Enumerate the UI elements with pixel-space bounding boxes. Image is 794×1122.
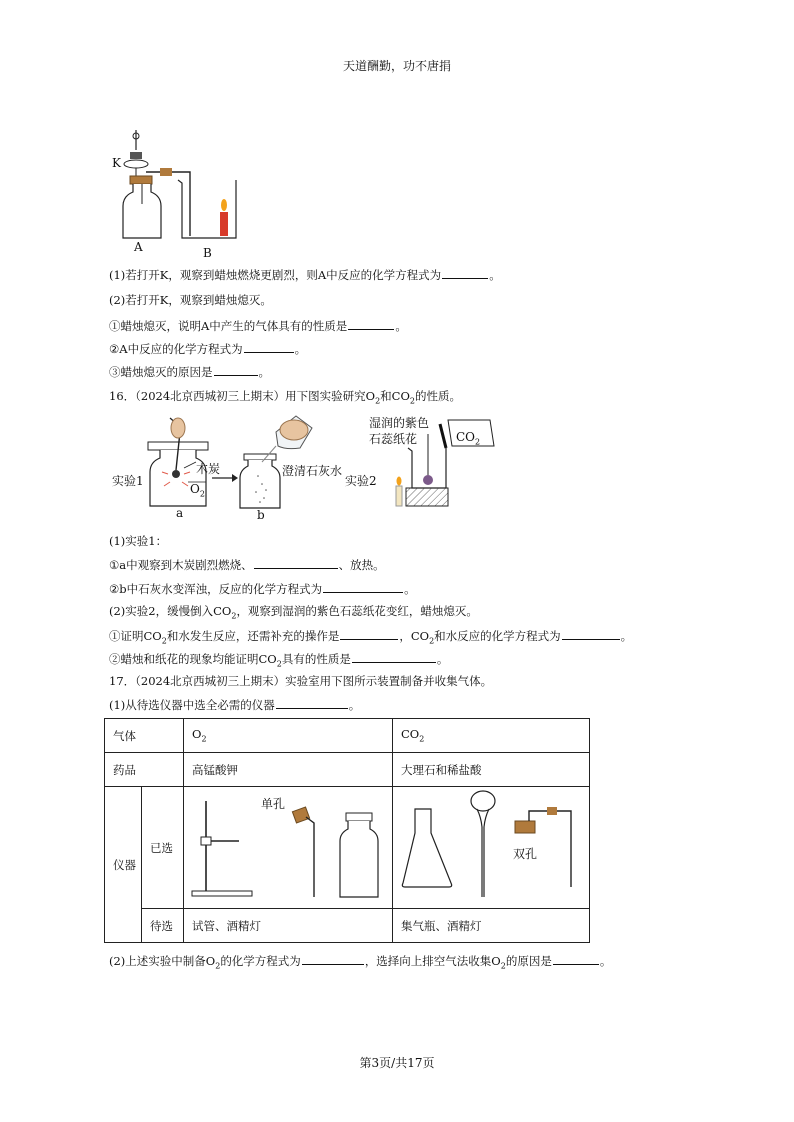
label-litmus-2: 石蕊纸花	[369, 432, 418, 446]
answer-blank[interactable]	[553, 952, 599, 965]
label-litmus-1: 湿润的紫色	[369, 416, 430, 430]
label-exp2: 实验2	[345, 474, 377, 488]
cell-gas-o2: $O_2$	[184, 719, 393, 753]
answer-blank[interactable]	[352, 650, 436, 663]
cell-instrument-label: 仪器	[105, 787, 142, 943]
cell-candidate-label: 待选	[142, 909, 184, 943]
q16-p2b: ②蜡烛和纸花的现象均能证明$CO_2$具有的性质是 。	[109, 652, 449, 669]
label-charcoal: 木炭	[196, 462, 221, 476]
q15-line-3: ①蜡烛熄灭，说明A中产生的气体具有的性质是 。	[109, 319, 407, 333]
q17-p2: (2)上述实验中制备$O_2$的化学方程式为 ，选择向上排空气法收集$O_2$的原因是 。	[109, 954, 612, 971]
label-a-small: a	[176, 506, 184, 520]
page-header-motto: 天道酬勤，功不唐捐	[342, 59, 451, 73]
label-o2: $O_2$	[190, 482, 205, 499]
q16-p1: (1)实验1：	[109, 534, 168, 548]
page-number: 第3页/共17页	[359, 1056, 435, 1070]
answer-blank[interactable]	[276, 696, 348, 709]
label-b: B	[203, 246, 212, 260]
label-double-hole: 双孔	[513, 847, 538, 861]
answer-blank[interactable]	[254, 556, 338, 569]
cell-gas-co2: $CO_2$	[393, 719, 590, 753]
q16-p2a: ①证明$CO_2$和水发生反应，还需补充的操作是 ，$CO_2$和水反应的化学方程式为 。	[109, 629, 633, 646]
q15-line-5: ③蜡烛熄灭的原因是 。	[109, 365, 270, 379]
q17-stem: 17．（2024北京西城初三上期末）实验室用下图所示装置制备并收集气体。	[109, 674, 493, 688]
co2-apparatus-drawing	[393, 787, 589, 907]
q15-line-2: (2)若打开K，观察到蜡烛熄灭。	[109, 293, 272, 307]
answer-blank[interactable]	[340, 627, 398, 640]
label-single-hole: 单孔	[261, 797, 286, 811]
label-k: K	[112, 156, 121, 170]
label-co2-bottle: $CO_2$	[456, 430, 481, 447]
label-b-small: b	[257, 508, 265, 522]
label-exp1: 实验1	[112, 474, 144, 488]
o2-apparatus-drawing	[184, 787, 392, 907]
cell-candidate-o2: 试管、酒精灯	[184, 909, 393, 943]
answer-blank[interactable]	[302, 952, 364, 965]
answer-blank[interactable]	[562, 627, 620, 640]
q15-line-1: (1)若打开K，观察到蜡烛燃烧更剧烈，则A中反应的化学方程式为 。	[109, 268, 501, 282]
cell-selected-label: 已选	[142, 787, 184, 909]
cell-drug-label: 药品	[105, 753, 184, 787]
q16-p1b: ②b中石灰水变浑浊，反应的化学方程式为 。	[109, 582, 416, 596]
q15-line-4: ②A中反应的化学方程式为 。	[109, 342, 307, 356]
cell-drug-co2: 大理石和稀盐酸	[393, 753, 590, 787]
q16-stem: 16．（2024北京西城初三上期末）用下图实验研究$O_2$和$CO_2$的性质。	[109, 389, 461, 406]
cell-candidate-co2: 集气瓶、酒精灯	[393, 909, 590, 943]
cell-drug-o2: 高锰酸钾	[184, 753, 393, 787]
q17-p1: (1)从待选仪器中选全必需的仪器 。	[109, 698, 361, 712]
cell-selected-o2	[184, 787, 393, 909]
label-limewater: 澄清石灰水	[282, 464, 343, 478]
q16-p1a: ①a中观察到木炭剧烈燃烧、 、放热。	[109, 558, 385, 572]
instrument-table	[104, 718, 590, 943]
answer-blank[interactable]	[323, 580, 403, 593]
q16-p2: (2)实验2，缓慢倒入$CO_2$，观察到湿润的紫色石蕊纸花变红，蜡烛熄灭。	[109, 604, 478, 621]
cell-gas-label: 气体	[105, 719, 184, 753]
label-a: A	[134, 240, 143, 254]
cell-selected-co2	[393, 787, 590, 909]
